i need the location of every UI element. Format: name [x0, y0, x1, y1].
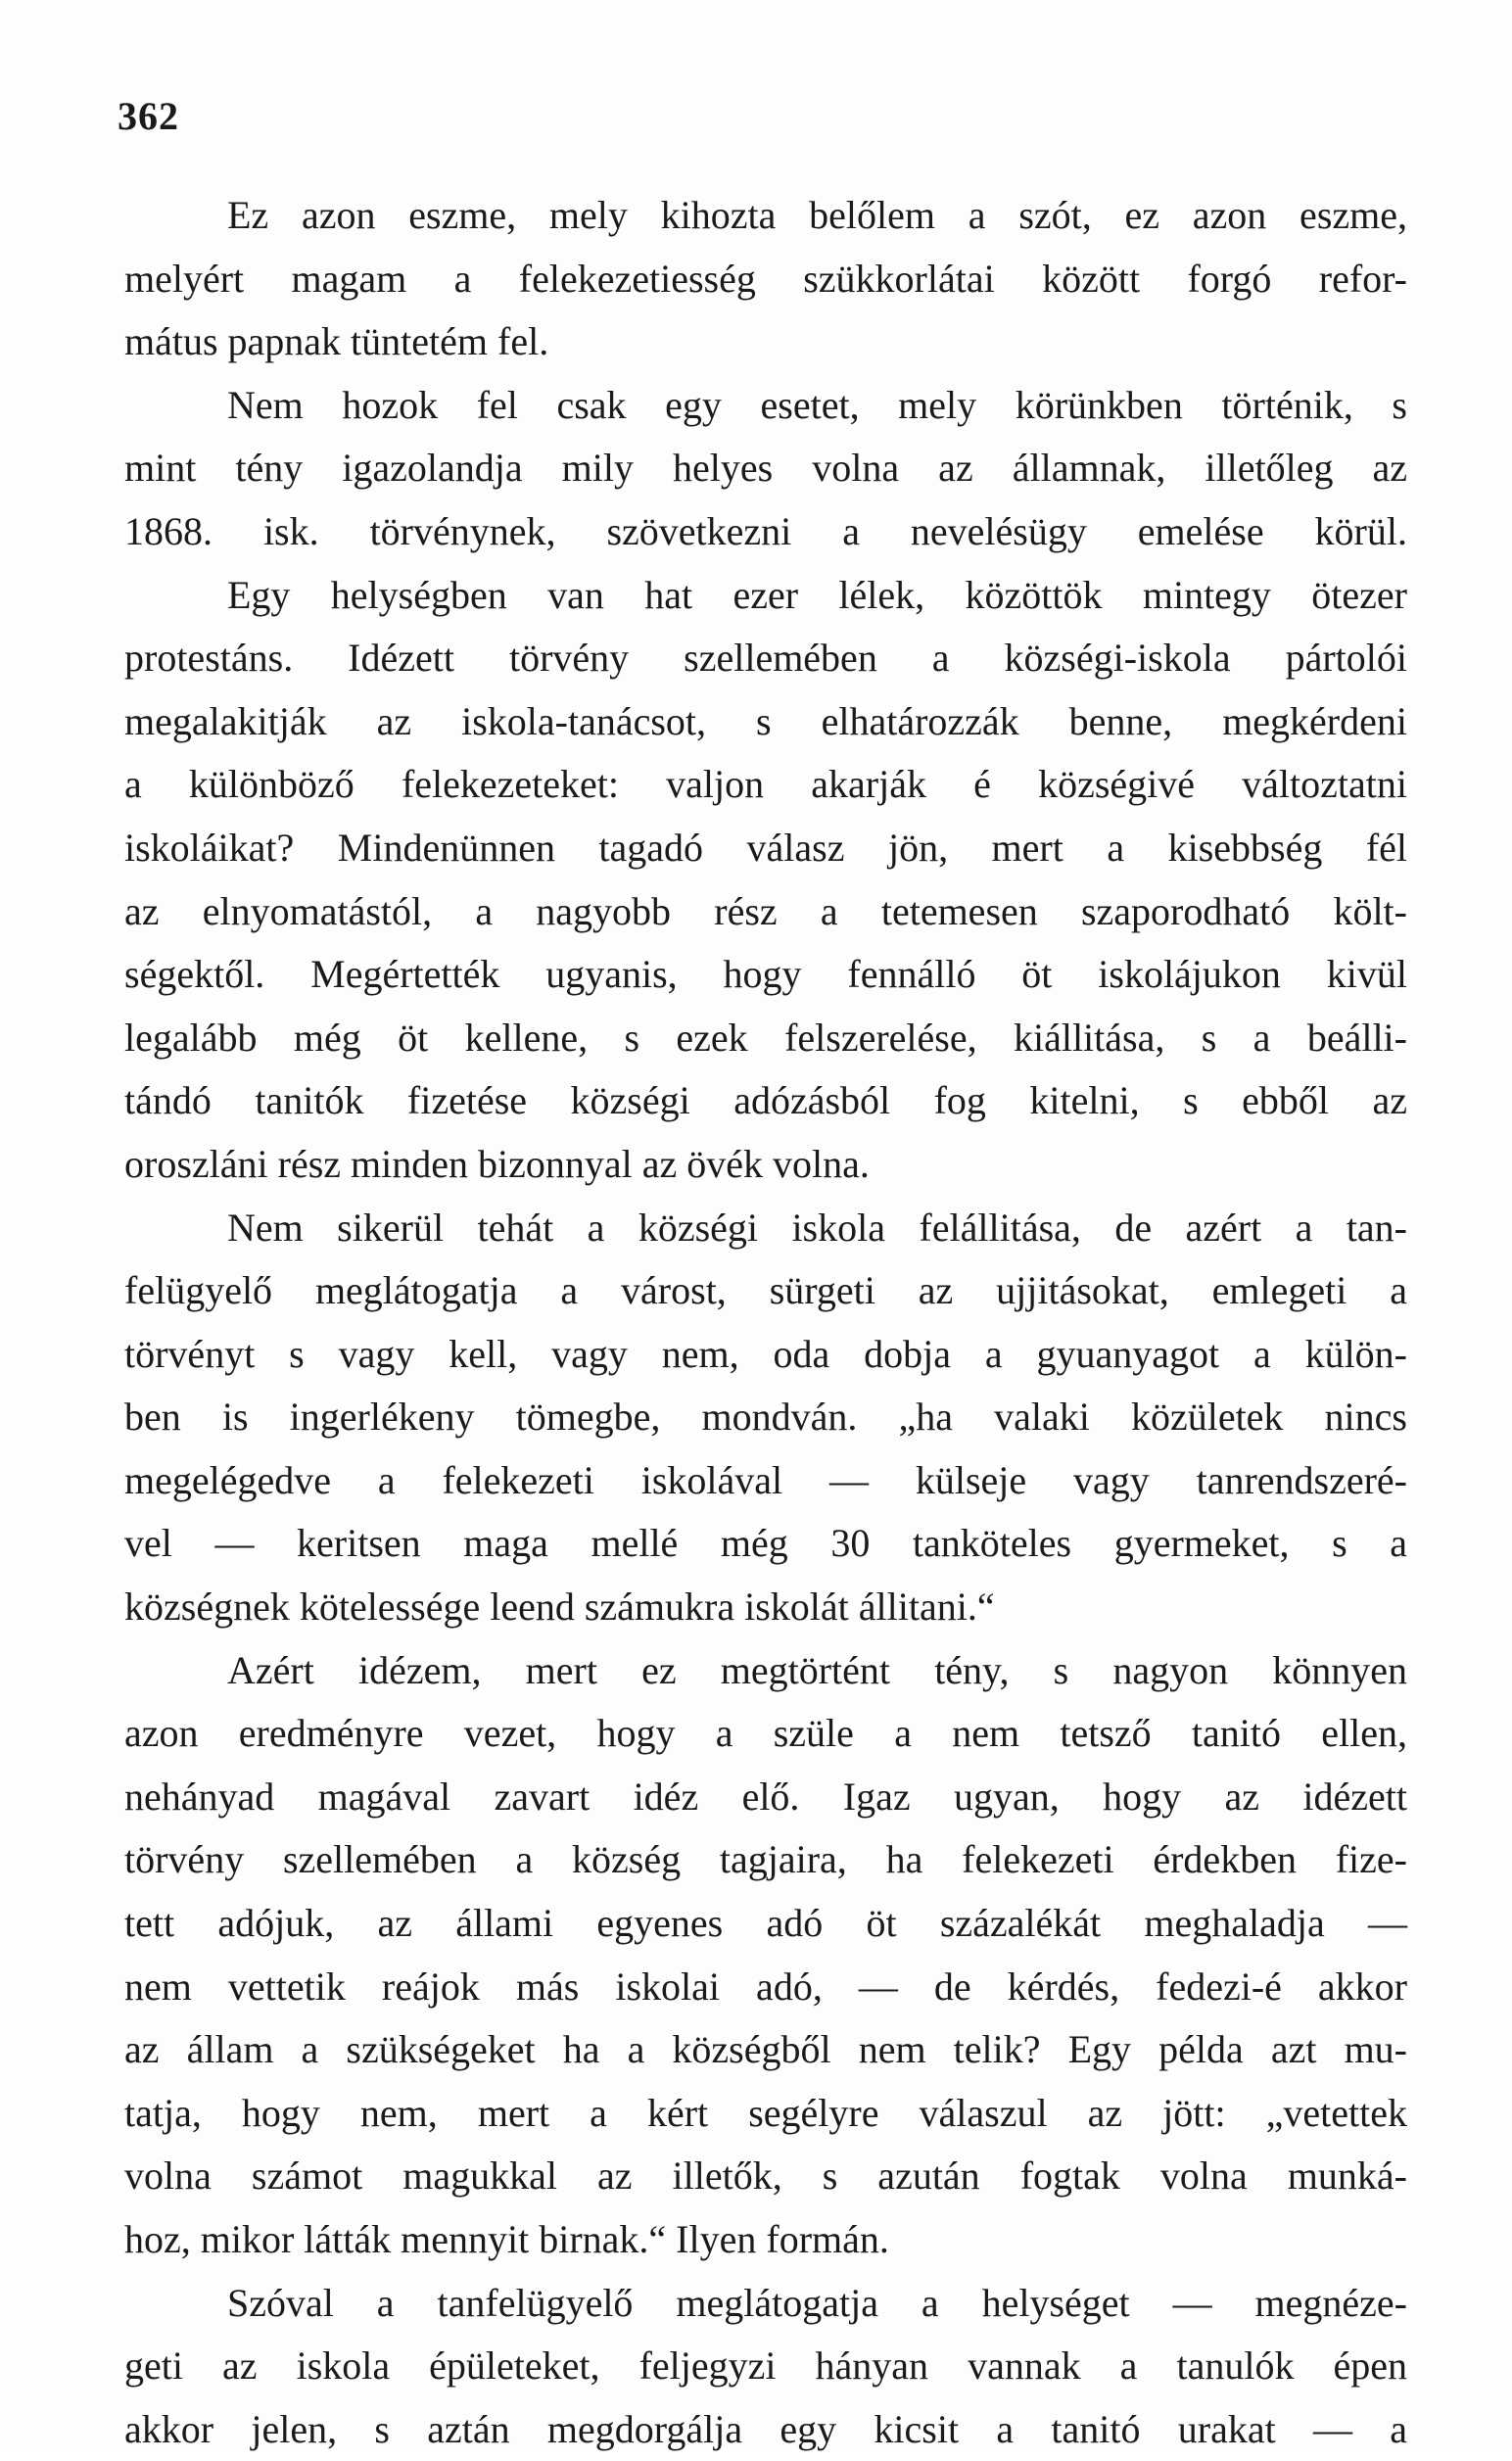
- text-line: ségektől. Megértették ugyanis, hogy fennálló öt iskolájukon kivül: [124, 952, 1407, 997]
- text-line: melyért magam a felekezetiesség szükkorlátai között forgó refor-: [124, 256, 1407, 301]
- text-line: tett adójuk, az állami egyenes adó öt százalékát meghaladja —: [124, 1901, 1407, 1946]
- text-line: akkor jelen, s aztán megdorgálja egy kicsit a tanitó urakat — a: [124, 2406, 1407, 2451]
- text-line: mátus papnak tüntetém fel.: [124, 319, 549, 364]
- text-line: nem vettetik reájok más iskolai adó, — de kérdés, fedezi-é akkor: [124, 1964, 1407, 2009]
- text-line: 1868. isk. törvénynek, szövetkezni a nevelésügy emelése körül.: [124, 508, 1407, 553]
- text-line: a különböző felekezeteket: valjon akarják é községivé változtatni: [124, 762, 1407, 807]
- text-line: vel — keritsen maga mellé még 30 tanköteles gyermeket, s a: [124, 1521, 1407, 1566]
- text-line: tatja, hogy nem, mert a kért segélyre válaszul az jött: „vetettek: [124, 2090, 1407, 2135]
- page-text-body: [124, 184, 1407, 2461]
- text-line: hoz, mikor látták mennyit birnak.“ Ilyen formán.: [124, 2217, 889, 2261]
- text-line: legalább még öt kellene, s ezek felszerelése, kiállitása, s a beálli-: [124, 1015, 1407, 1060]
- text-line: volna számot magukkal az illetők, s azután fogtak volna munká-: [124, 2153, 1407, 2199]
- text-line: Azért idézem, mert ez megtörtént tény, s nagyon könnyen: [227, 1647, 1407, 1692]
- text-line: Ez azon eszme, mely kihozta belőlem a szót, ez azon eszme,: [227, 193, 1407, 237]
- text-line: az elnyomatástól, a nagyobb rész a tetemesen szaporodható költ-: [124, 888, 1407, 933]
- text-line: mint tény igazolandja mily helyes volna az államnak, illetőleg az: [124, 446, 1407, 491]
- text-line: községnek kötelessége leend számukra iskolát állitani.“: [124, 1585, 995, 1630]
- text-line: megelégedve a felekezeti iskolával — külseje vagy tanrendszeré-: [124, 1457, 1407, 1502]
- text-line: törvényt s vagy kell, vagy nem, oda dobja a gyuanyagot a külön-: [124, 1331, 1407, 1376]
- text-line: azon eredményre vezet, hogy a szüle a nem tetsző tanitó ellen,: [124, 1711, 1407, 1756]
- text-line: protestáns. Idézett törvény szellemében a községi-iskola pártolói: [124, 636, 1407, 681]
- text-line: Nem hozok fel csak egy esetet, mely körünkben történik, s: [227, 382, 1407, 427]
- page-number: 362: [118, 94, 179, 138]
- text-line: az állam a szükségeket ha a községből nem telik? Egy példa azt mu-: [124, 2027, 1407, 2072]
- text-line: Nem sikerül tehát a községi iskola felállitása, de azért a tan-: [227, 1205, 1407, 1250]
- text-line: Szóval a tanfelügyelő meglátogatja a helységet — megnéze-: [227, 2280, 1407, 2325]
- text-line: ben is ingerlékeny tömegbe, mondván. „ha valaki közületek nincs: [124, 1395, 1407, 1440]
- text-line: felügyelő meglátogatja a várost, sürgeti az ujjitásokat, emlegeti a: [124, 1268, 1407, 1313]
- text-line: tándó tanitók fizetése községi adózásból fog kitelni, s ebből az: [124, 1078, 1407, 1123]
- text-line: iskoláikat? Mindenünnen tagadó válasz jön, mert a kisebbség fél: [124, 825, 1407, 870]
- text-line: geti az iskola épületeket, feljegyzi hányan vannak a tanulók épen: [124, 2343, 1407, 2389]
- text-line: Egy helységben van hat ezer lélek, közöttök mintegy ötezer: [227, 572, 1407, 617]
- text-line: oroszláni rész minden bizonnyal az övék volna.: [124, 1141, 870, 1186]
- text-line: törvény szellemében a község tagjaira, ha felekezeti érdekben fize-: [124, 1837, 1407, 1882]
- text-line: megalakitják az iskola-tanácsot, s elhatározzák benne, megkérdeni: [124, 698, 1407, 743]
- text-line: nehányad magával zavart idéz elő. Igaz ugyan, hogy az idézett: [124, 1774, 1407, 1819]
